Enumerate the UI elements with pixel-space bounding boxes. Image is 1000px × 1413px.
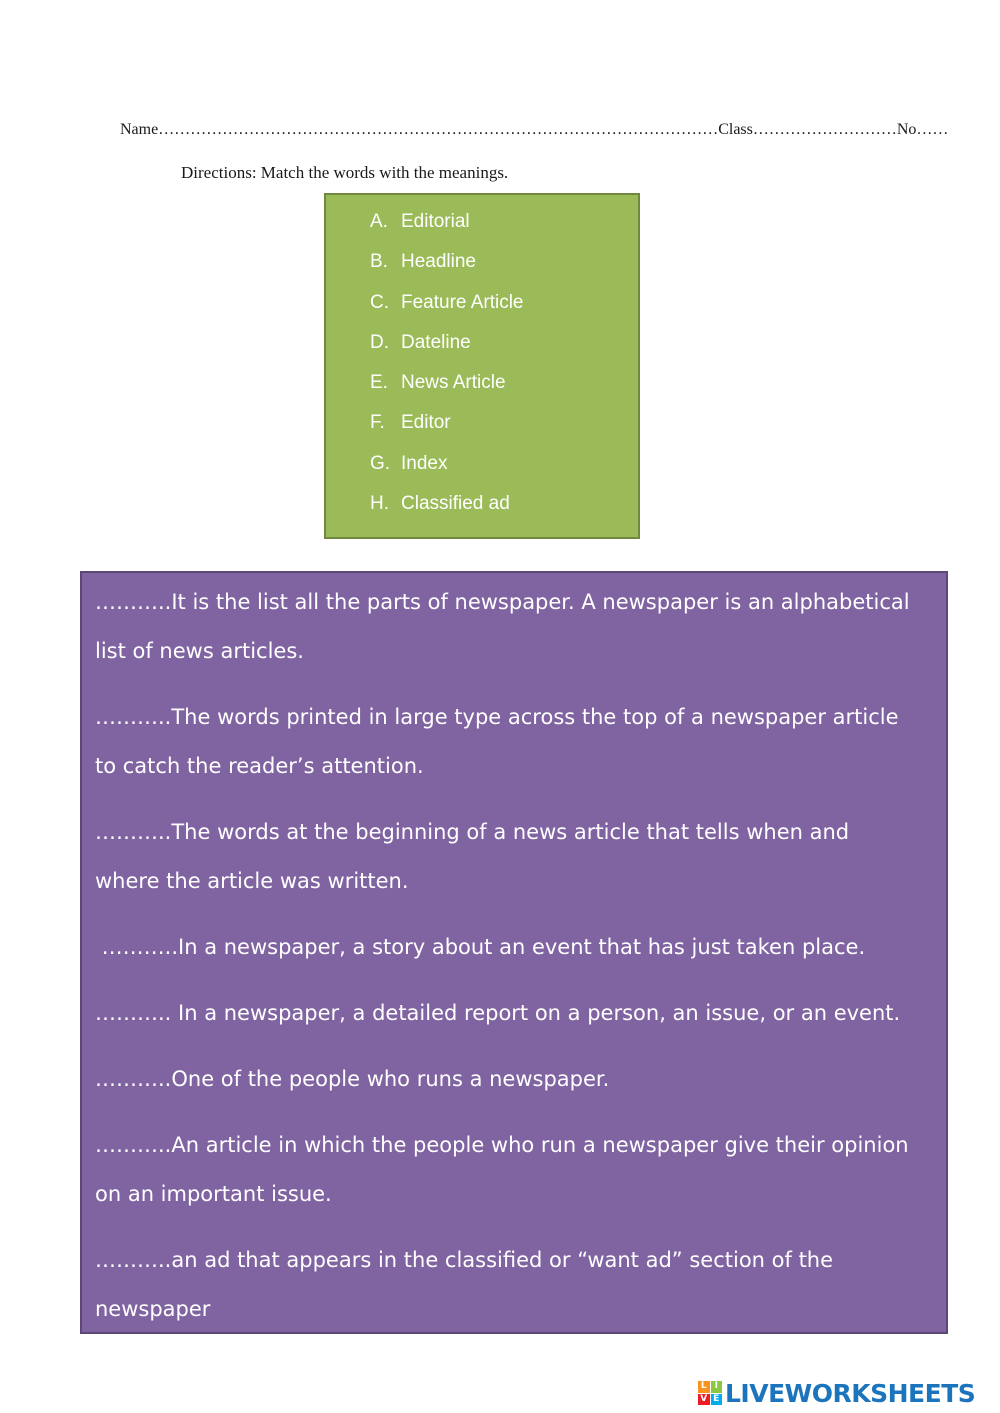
- definition-line: ………..An article in which the people who run a newspaper give their opinion: [95, 1133, 909, 1157]
- definition-6[interactable]: [95, 1055, 945, 1104]
- word-bank-box: [324, 193, 640, 539]
- definition-line: list of news articles.: [95, 639, 304, 663]
- word-letter: G.: [370, 452, 391, 474]
- word-text: Editorial: [401, 211, 470, 232]
- word-bank-list: [370, 209, 524, 531]
- definition-line: ………..The words at the beginning of a news article that tells when and: [95, 820, 850, 844]
- definition-4[interactable]: [95, 923, 945, 972]
- logo-mark-cell: L: [698, 1381, 710, 1393]
- definition-line: ………..It is the list all the parts of newspaper. A newspaper is an alphabetical: [95, 590, 910, 614]
- definitions-list: [95, 578, 945, 1351]
- word-letter: F.: [370, 412, 385, 434]
- liveworksheets-logo: [698, 1378, 975, 1408]
- definition-line: ………..In a newspaper, a story about an event that has just taken place.: [95, 935, 866, 959]
- name-class-no-line: Name……………………………………………………………………………………………Class………………………No……: [120, 121, 949, 138]
- word-letter: D.: [370, 331, 389, 353]
- word-item-h: [370, 491, 524, 531]
- definition-5[interactable]: [95, 989, 945, 1038]
- word-item-f: [370, 410, 524, 450]
- liveworksheets-logo-icon: [698, 1381, 722, 1405]
- word-letter: E.: [370, 372, 388, 394]
- word-item-d: [370, 330, 524, 370]
- word-letter: H.: [370, 493, 389, 515]
- logo-mark-cell: E: [711, 1394, 723, 1406]
- word-text: Feature Article: [401, 291, 524, 313]
- definition-8[interactable]: [95, 1236, 945, 1334]
- definition-line: ……….. In a newspaper, a detailed report on a person, an issue, or an event.: [95, 1001, 901, 1025]
- definitions-box: [80, 571, 948, 1334]
- logo-wordmark: LIVEWORKSHEETS: [725, 1378, 976, 1408]
- definition-line: where the article was written.: [95, 869, 409, 893]
- word-text: Dateline: [401, 331, 471, 353]
- word-item-b: [370, 249, 524, 289]
- definition-line: ………..One of the people who runs a newspaper.: [95, 1067, 610, 1091]
- definition-1[interactable]: [95, 578, 945, 676]
- logo-mark-cell: V: [698, 1394, 710, 1406]
- word-letter: B.: [370, 251, 388, 273]
- word-text: Editor: [401, 412, 451, 434]
- word-item-e: [370, 370, 524, 410]
- definition-line: to catch the reader’s attention.: [95, 754, 424, 778]
- logo-mark-cell: I: [711, 1381, 723, 1393]
- word-letter: A.: [370, 211, 388, 232]
- word-text: Headline: [401, 251, 476, 273]
- word-item-g: [370, 451, 524, 491]
- word-text: News Article: [401, 372, 506, 394]
- word-item-a: [370, 209, 524, 249]
- directions-text: Directions: Match the words with the meanings.: [181, 163, 509, 182]
- word-text: Classified ad: [401, 493, 510, 515]
- word-item-c: [370, 290, 524, 330]
- definition-line: newspaper: [95, 1297, 211, 1321]
- word-text: Index: [401, 452, 448, 474]
- definition-line: on an important issue.: [95, 1182, 332, 1206]
- definition-3[interactable]: [95, 808, 945, 906]
- definition-7[interactable]: [95, 1121, 945, 1219]
- word-letter: C.: [370, 291, 389, 313]
- definition-line: ………..The words printed in large type across the top of a newspaper article: [95, 705, 899, 729]
- definition-line: ………..an ad that appears in the classified or “want ad” section of the: [95, 1248, 834, 1272]
- definition-2[interactable]: [95, 693, 945, 791]
